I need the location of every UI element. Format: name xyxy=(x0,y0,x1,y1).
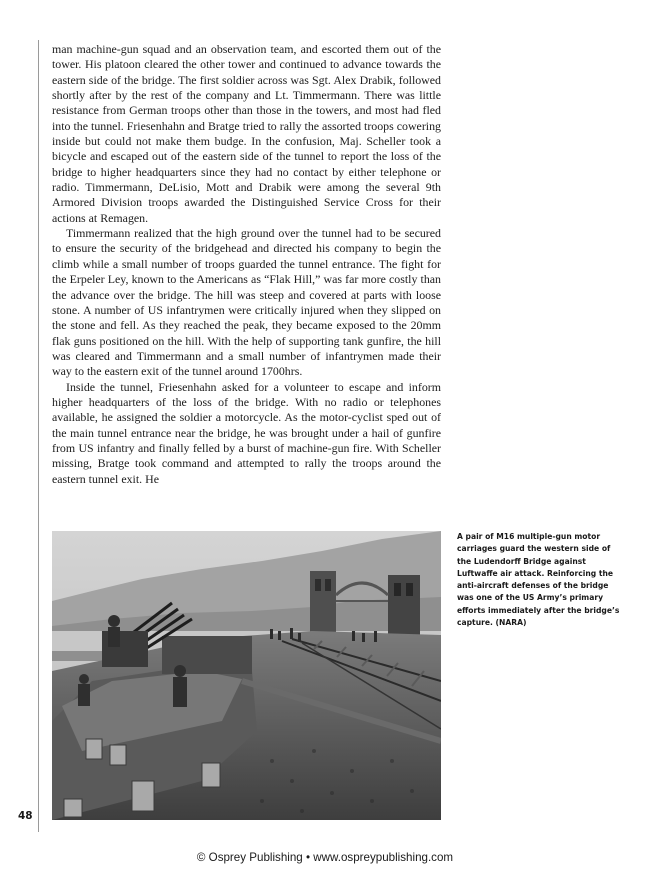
paragraph: Inside the tunnel, Friesenhahn asked for a volunteer to escape and inform higher headquarters of the loss of the bridge. With no radio or telephones available, he assigned the soldier a motorcycle. As the motor-cyclist sped out of the main tunnel entrance near the bridge, he was brought under a hail of gunfire from US infantry and finally felled by a burst of machine-gun fire. With Scheller missing, Bratge took command and attempted to rally the troops around the eastern tunnel exit. He xyxy=(52,379,441,486)
publisher-footer: © Osprey Publishing • www.ospreypublishing.com xyxy=(196,851,454,864)
paragraph: Timmermann realized that the high ground over the tunnel had to be secured to ensure the security of the bridgehead and directed his company to begin the climb while a small number of troops guarded the tunnel entrance. The fight for the Erpeler Ley, known to the Americans as “Flak Hill,” was far more costly than the advance over the bridge. The hill was steep and covered at parts with loose stone. A number of US infantrymen were critically injured when they slipped on the stone and fell. As they reached the peak, they became exposed to the 20mm flak guns positioned on the hill. With the help of supporting tank gunfire, the hill was cleared and Timmermann and a small number of infantrymen made their way to the eastern exit of the tunnel around 1700hrs. xyxy=(52,226,441,379)
bridge-photo xyxy=(52,531,441,820)
page-number: 48 xyxy=(18,810,33,822)
photo-caption: A pair of M16 multiple-gun motor carriages guard the western side of the Ludendorff Bridge against Luftwaffe air attack. Reinforcing the anti-aircraft defenses of the bridge was one of the US Army’s primary efforts immediately after the bridge’s capture. (NARA) xyxy=(457,532,620,628)
margin-rule xyxy=(38,40,39,832)
body-text xyxy=(52,42,441,487)
paragraph: man machine-gun squad and an observation team, and escorted them out of the tower. His platoon cleared the other tower and continued to advance towards the eastern side of the bridge. The first soldier across was Sgt. Alex Drabik, followed shortly after by the rest of the company and Lt. Timmermann. There was little resistance from German troops other than those in the towers, and most had fled into the tunnel. Friesenhahn and Bratge tried to rally the assorted troops cowering inside but could not make them budge. In the confusion, Maj. Scheller took a bicycle and escaped out of the eastern side of the tunnel to report the loss of the bridge to higher headquarters since they had no contact by either telephone or radio. Timmermann, DeLisio, Mott and Drabik were among the several 9th Armored Division troops awarded the Distinguished Service Cross for their actions at Remagen. xyxy=(52,42,441,225)
